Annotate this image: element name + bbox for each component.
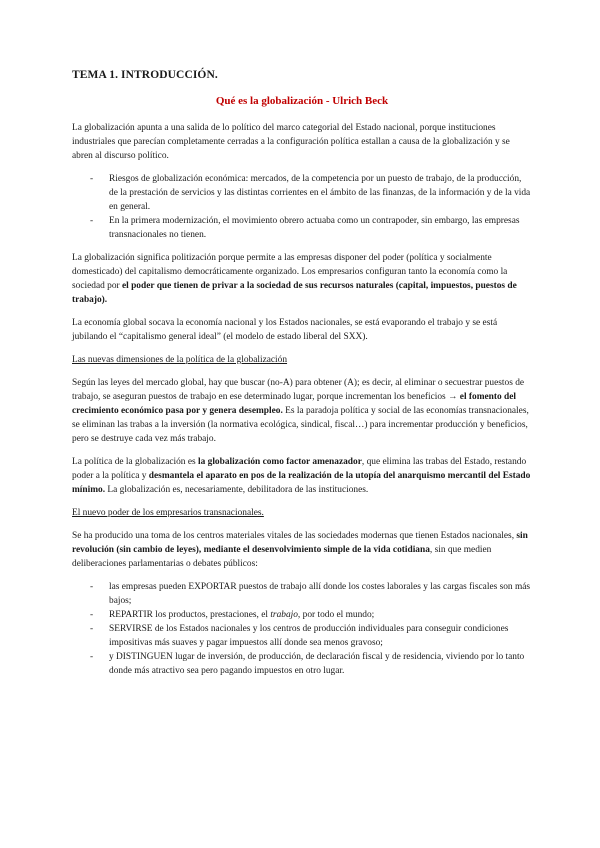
risk-list — [72, 172, 532, 242]
list-item — [72, 608, 532, 622]
text-run: REPARTIR los productos, prestaciones, el — [109, 610, 271, 620]
bold-text: desmantela el aparato en pos de la realización de la utopía del anarquismo mercantil del Estado mínimo. — [72, 471, 531, 495]
text-run: Es la paradoja política y social de las economías transnacionales, se eliminan las trabas a la inversión (la normativa ecológica, sindical, fiscal…) para incrementar producción y beneficios, pero se destruye cada vez más trabajo. — [72, 406, 529, 444]
italic-text: trabajo, — [270, 610, 301, 620]
page-title: TEMA 1. INTRODUCCIÓN. — [72, 69, 218, 81]
list-item: - Riesgos de globalización económica: mercados, de la competencia por un puesto de trabajo, de la producción, de la prestación de servicios y las distintas corrientes en el ámbito de las finanzas, de la información y de la vida en general. — [72, 172, 532, 214]
text-run: Según las leyes del mercado global, hay que buscar (no-A) para obtener (A); es decir, al eliminar o secuestrar puestos de trabajo, se aseguran puestos de trabajo en ese determinado lugar, porque incrementan los beneficios — [72, 378, 525, 402]
text-run: SERVIRSE de los Estados nacionales y los centros de producción individuales para conseguir condiciones impositivas más suaves y pagar impuestos allí donde sea menos gravoso; — [109, 624, 509, 648]
paragraph-takeover — [72, 529, 532, 571]
section-heading: El nuevo poder de los empresarios transnacionales. — [72, 508, 264, 518]
bold-text: el poder que tienen de privar a la sociedad de sus recursos naturales (capital, impuestos, puestos de trabajo). — [72, 281, 517, 305]
document-page — [72, 68, 532, 687]
document-subtitle: Qué es la globalización - Ulrich Beck — [215, 95, 389, 107]
text-run: Se ha producido una toma de los centros materiales vitales de las sociedades modernas que tienen Estados nacionales, — [72, 531, 517, 541]
bold-text: sin revolución (sin cambio de leyes), mediante el desenvolvimiento simple de la vida cotidiana — [72, 531, 528, 555]
text-run: las empresas pueden EXPORTAR puestos de trabajo allí donde los costes laborales y las cargas fiscales son más bajos; — [109, 582, 531, 606]
text-run: , sin que medien deliberaciones parlamentarias o debates públicos: — [72, 545, 492, 569]
paragraph-global-economy: La economía global socava la economía nacional y los Estados nacionales, se está evaporando el trabajo y se está jubilando el “capitalismo general ideal” (el modelo de estado liberal del SXX). — [72, 318, 498, 342]
bold-text: → el fomento del crecimiento económico pasa por y genera desempleo. — [72, 392, 517, 416]
text-run: La globalización es, necesariamente, debilitadora de las instituciones. — [105, 485, 369, 495]
paragraph-market-laws — [72, 376, 532, 446]
paragraph-politicization — [72, 251, 532, 307]
text-run: y DISTINGUEN lugar de inversión, de producción, de declaración fiscal y de residencia, viviendo por lo tanto donde más atractivo sea pero pagando impuestos en otro lugar. — [109, 652, 525, 676]
text-run: por todo el mundo; — [300, 610, 375, 620]
bold-text: la globalización como factor amenazador — [198, 457, 362, 467]
paragraph-intro: La globalización apunta a una salida de lo político del marco categorial del Estado nacional, porque instituciones industriales que parecían completamente cerradas a la configuración política estallan a causa de la globalización y se abren al discurso político. — [72, 123, 510, 161]
section-heading: Las nuevas dimensiones de la política de la globalización — [72, 355, 288, 365]
text-run: , que elimina las trabas del Estado, restando poder a la política y — [72, 457, 527, 481]
company-powers-list — [72, 580, 532, 678]
list-item: - En la primera modernización, el movimiento obrero actuaba como un contrapoder, sin embargo, las empresas transnacionales no tienen. — [72, 214, 532, 242]
paragraph-globalization-politics — [72, 455, 532, 497]
list-item — [72, 622, 532, 650]
list-item — [72, 580, 532, 608]
list-item — [72, 650, 532, 678]
text-run: La globalización significa politización porque permite a las empresas disponer del poder (política y socialmente domesticado) del capitalismo democráticamente organizado. Los empresarios configuran tanto la economía como la sociedad por — [72, 253, 508, 291]
text-run: La política de la globalización es — [72, 457, 198, 467]
